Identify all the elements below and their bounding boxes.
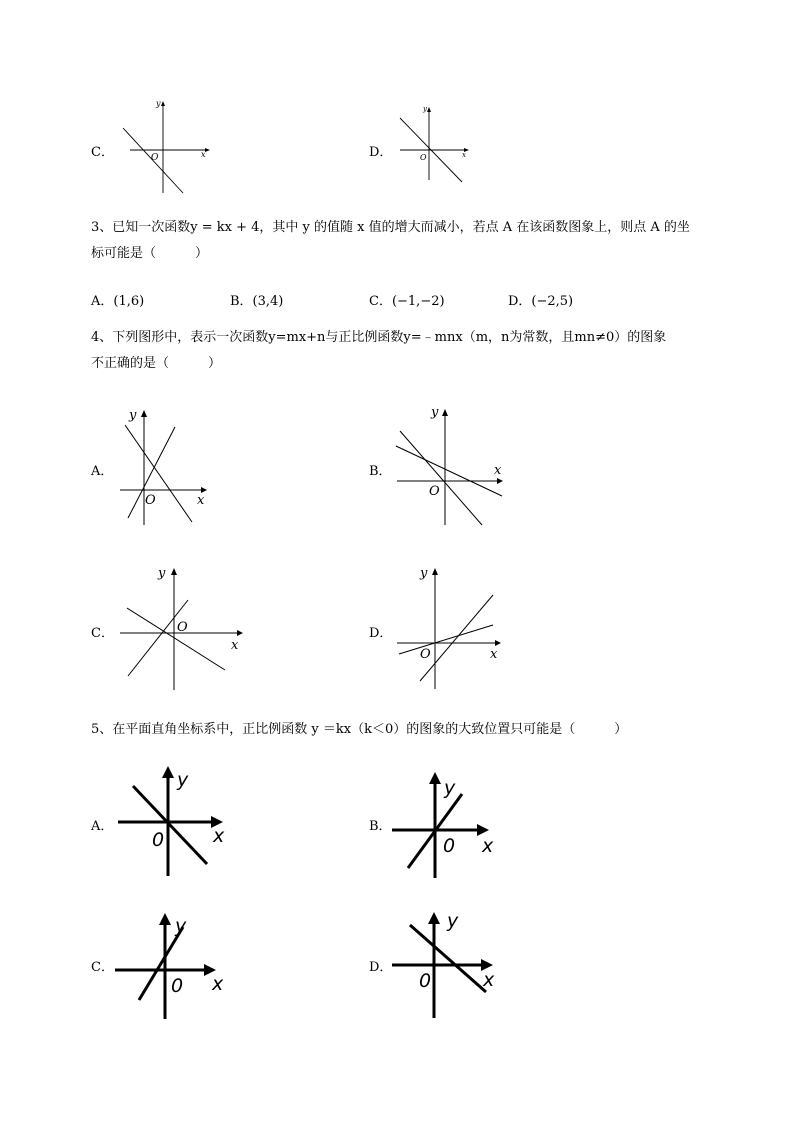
q5-option-a-graph [115,764,235,879]
q5-option-c-label: C． [91,960,114,975]
axis-x-label: x [494,463,502,478]
q3-option-c[interactable]: C．(−1,−2) [369,294,445,309]
q2-option-d-graph [392,102,477,187]
q5-option-b-graph [392,770,507,880]
axis-y-label: y [129,408,137,423]
axis-x-label: x [213,825,225,847]
origin-label: 0 [419,970,432,992]
origin-label: 0 [152,829,165,851]
q4-option-a-graph [115,405,220,530]
axis-x-label: x [482,835,494,857]
q5-option-b-label: B． [369,819,392,834]
axis-x-label: x [197,493,205,508]
axis-y-label: y [158,566,166,581]
q3-option-b[interactable]: B．(3,4) [230,294,284,309]
q4-option-a-label: A． [91,464,114,479]
q5-option-d-label: D． [369,960,393,975]
q4-option-d-label: D． [369,626,393,641]
q3-option-a[interactable]: A．(1,6) [91,294,145,309]
axis-y-label: y [156,99,161,108]
axis-y-label: y [423,105,427,113]
q2-option-c-label: C． [91,145,114,160]
axis-y-label: y [175,915,187,937]
axis-y-label: y [431,405,439,420]
q2-option-d-label: D． [369,145,393,160]
axis-x-label: x [490,647,498,662]
q4-option-c-graph [115,563,250,693]
q4-stem-line2: 不正确的是（ ） [91,356,222,371]
origin-label: O [420,153,427,162]
q3-stem-line2: 标可能是（ ） [91,246,209,261]
axis-y-label: y [447,910,459,932]
q4-option-d-graph [392,563,512,693]
q4-option-b-graph [392,403,512,528]
q4-option-b-label: B． [369,464,392,479]
origin-label: O [177,620,188,635]
axis-y-label: y [177,769,189,791]
origin-label: O [145,493,156,508]
q4-option-c-label: C． [91,626,114,641]
q5-option-d-graph [392,907,512,1022]
origin-label: O [429,484,440,499]
axis-x-label: x [483,969,495,991]
axis-y-label: y [444,777,456,799]
q3-stem-line1: 3、已知一次函数y = kx + 4，其中 y 的值随 x 值的增大而减小，若点 A 在该函数图象上，则点 A 的坐 [91,220,690,235]
axis-y-label: y [420,566,428,581]
origin-label: O [420,647,431,662]
q5-stem-line1: 5、在平面直角坐标系中，正比例函数 y ＝kx（k＜0）的图象的大致位置只可能是（ ） [91,722,628,737]
axis-x-label: x [201,150,206,159]
axis-x-label: x [231,638,239,653]
origin-label: 0 [443,835,456,857]
axis-x-label: x [462,151,466,159]
q2-option-c-graph [115,98,215,198]
q5-option-a-label: A． [91,819,114,834]
origin-label: 0 [171,975,184,997]
q5-option-c-graph [115,907,235,1022]
q3-option-d[interactable]: D．(−2,5) [508,294,574,309]
origin-label: O [151,153,159,163]
axis-x-label: x [212,973,224,995]
q4-stem-line1: 4、下列图形中，表示一次函数y=mx+n与正比例函数y=﹣mnx（m，n为常数，且mn≠0）的图象 [91,330,667,345]
